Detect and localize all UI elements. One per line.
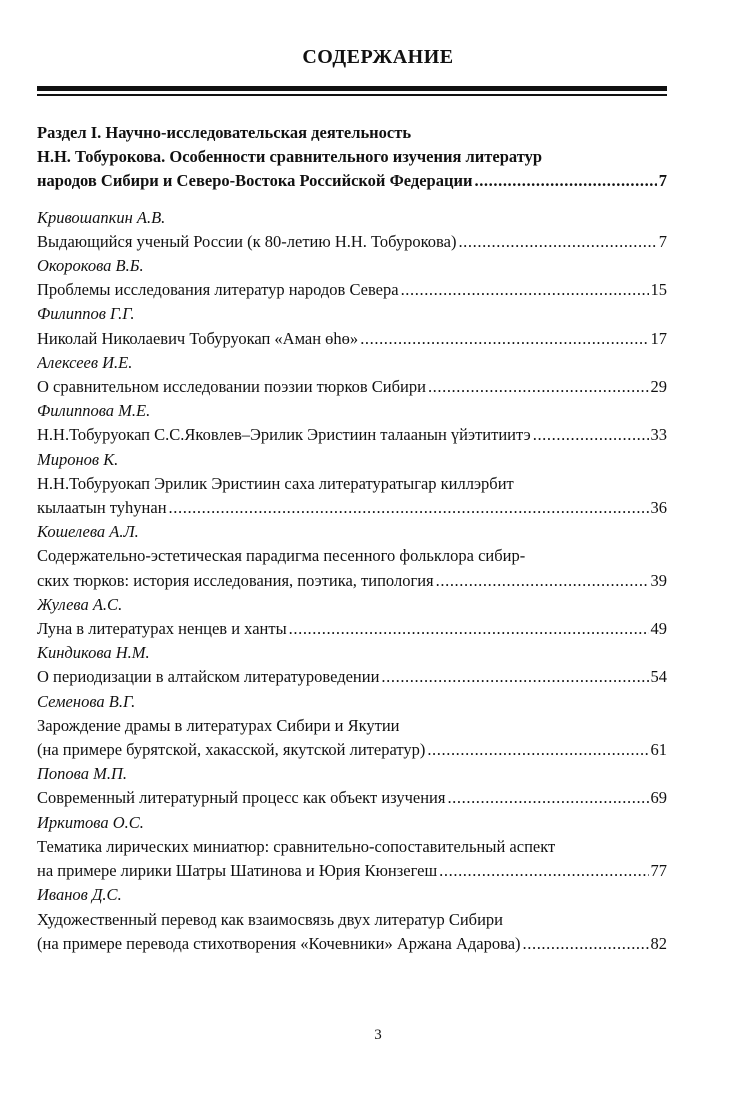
toc-entries <box>37 206 667 956</box>
entry-title-text: на примере лирики Шатры Шатинова и Юрия Кюнзегеш <box>37 861 438 881</box>
page-ref: 17 <box>650 328 667 348</box>
dot-leader <box>447 786 648 810</box>
page-ref: 29 <box>650 377 667 397</box>
entry-title-line: Художественный перевод как взаимосвязь двух литератур Сибири <box>37 909 503 929</box>
section-subtitle-line: Н.Н. Тобурокова. Особенности сравнительного изучения литератур <box>37 147 543 167</box>
entry-title-line: Содержательно-эстетическая парадигма песенного фольклора сибир- <box>37 546 526 566</box>
entry-title-last-line <box>37 327 667 351</box>
entry-author: Миронов К. <box>37 449 119 469</box>
entry-title-last-line <box>37 859 667 883</box>
page-ref: 15 <box>650 280 667 300</box>
dot-leader <box>436 569 649 593</box>
page-ref: 49 <box>650 619 667 639</box>
entry-author: Окорокова В.Б. <box>37 256 144 276</box>
entry-title-last-line <box>37 375 667 399</box>
page-ref: 33 <box>650 425 667 445</box>
dot-leader <box>474 169 656 193</box>
title-rule-thick <box>37 86 667 91</box>
entry-title-text: Проблемы исследования литератур народов Севера <box>37 280 399 300</box>
entry-author: Филиппова М.Е. <box>37 401 151 421</box>
entry-author: Филиппов Г.Г. <box>37 304 135 324</box>
entry-title-line: Тематика лирических миниатюр: сравнительно-сопоставительный аспект <box>37 836 556 856</box>
toc-entry <box>37 593 667 641</box>
dot-leader <box>360 327 648 351</box>
entry-title-last-line <box>37 278 667 302</box>
toc-entry <box>37 206 667 254</box>
dot-leader <box>381 665 648 689</box>
dot-leader <box>439 859 648 883</box>
toc-entry <box>37 641 667 689</box>
entry-title-text: кылаатын туһунан <box>37 498 167 518</box>
page-ref: 7 <box>658 171 667 191</box>
toc-entry <box>37 690 667 763</box>
entry-title-last-line <box>37 423 667 447</box>
page-ref: 54 <box>650 667 667 687</box>
entry-title-text: Выдающийся ученый России (к 80-летию Н.Н. Тобурокова) <box>37 231 457 251</box>
toc-entry <box>37 762 667 810</box>
entry-author: Кривошапкин А.В. <box>37 207 166 227</box>
page-ref: 82 <box>650 933 667 953</box>
toc-entry <box>37 811 667 884</box>
page-ref: 39 <box>650 570 667 590</box>
entry-author: Иванов Д.С. <box>37 885 122 905</box>
entry-title-last-line <box>37 496 667 520</box>
table-of-contents <box>37 121 667 956</box>
dot-leader <box>401 278 649 302</box>
entry-author: Жулева А.С. <box>37 594 123 614</box>
entry-title-text: О сравнительном исследовании поэзии тюрков Сибири <box>37 377 426 397</box>
toc-entry <box>37 448 667 521</box>
entry-title-last-line <box>37 230 667 254</box>
section-gap <box>37 194 667 206</box>
dot-leader <box>458 230 656 254</box>
page-ref: 7 <box>658 231 667 251</box>
section-subtitle-last-line <box>37 169 667 193</box>
entry-author: Кошелева А.Л. <box>37 522 139 542</box>
toc-entry <box>37 399 667 447</box>
entry-title-last-line <box>37 665 667 689</box>
toc-entry <box>37 254 667 302</box>
entry-title-text: Н.Н.Тобуруокап С.С.Яковлев–Эрилик Эристиин талаанын үйэтитиитэ <box>37 425 531 445</box>
dot-leader <box>169 496 649 520</box>
toc-entry <box>37 351 667 399</box>
entry-author: Киндикова Н.М. <box>37 643 150 663</box>
entry-title-text: О периодизации в алтайском литературоведении <box>37 667 380 687</box>
dot-leader <box>523 932 649 956</box>
dot-leader <box>289 617 649 641</box>
dot-leader <box>533 423 649 447</box>
toc-entry <box>37 883 667 956</box>
entry-title-line: Зарождение драмы в литературах Сибири и Якутии <box>37 715 400 735</box>
page-ref: 36 <box>650 498 667 518</box>
entry-author: Иркитова О.С. <box>37 812 144 832</box>
section-heading: Раздел I. Научно-исследовательская деятельность <box>37 123 412 142</box>
page-number: 3 <box>374 1027 382 1043</box>
entry-title-last-line <box>37 738 667 762</box>
entry-title-last-line <box>37 932 667 956</box>
section-subtitle-text: народов Сибири и Северо-Востока Российской Федерации <box>37 171 473 191</box>
dot-leader <box>428 375 649 399</box>
toc-entry <box>37 520 667 593</box>
title-rule-thin <box>37 94 667 96</box>
page-ref: 69 <box>650 788 667 808</box>
entry-title-last-line <box>37 569 667 593</box>
entry-title-text: Николай Николаевич Тобуруокап «Аман өһө» <box>37 328 359 348</box>
dot-leader <box>427 738 648 762</box>
page-ref: 77 <box>650 861 667 881</box>
entry-title-last-line <box>37 617 667 641</box>
entry-title-line: Н.Н.Тобуруокап Эрилик Эристиин саха литературатыгар киллэрбит <box>37 473 514 493</box>
entry-title-text: (на примере бурятской, хакасской, якутской литератур) <box>37 740 426 760</box>
entry-title-text: Луна в литературах ненцев и ханты <box>37 619 287 639</box>
entry-title-text: Современный литературный процесс как объект изучения <box>37 788 446 808</box>
page-title: СОДЕРЖАНИЕ <box>302 46 454 68</box>
page-ref: 61 <box>650 740 667 760</box>
toc-entry <box>37 302 667 350</box>
entry-author: Семенова В.Г. <box>37 691 136 711</box>
entry-title-text: ских тюрков: история исследования, поэтика, типология <box>37 570 434 590</box>
entry-author: Попова М.П. <box>37 764 128 784</box>
entry-author: Алексеев И.Е. <box>37 352 133 372</box>
section-block <box>37 121 667 194</box>
entry-title-last-line <box>37 786 667 810</box>
entry-title-text: (на примере перевода стихотворения «Кочевники» Аржана Адарова) <box>37 933 521 953</box>
